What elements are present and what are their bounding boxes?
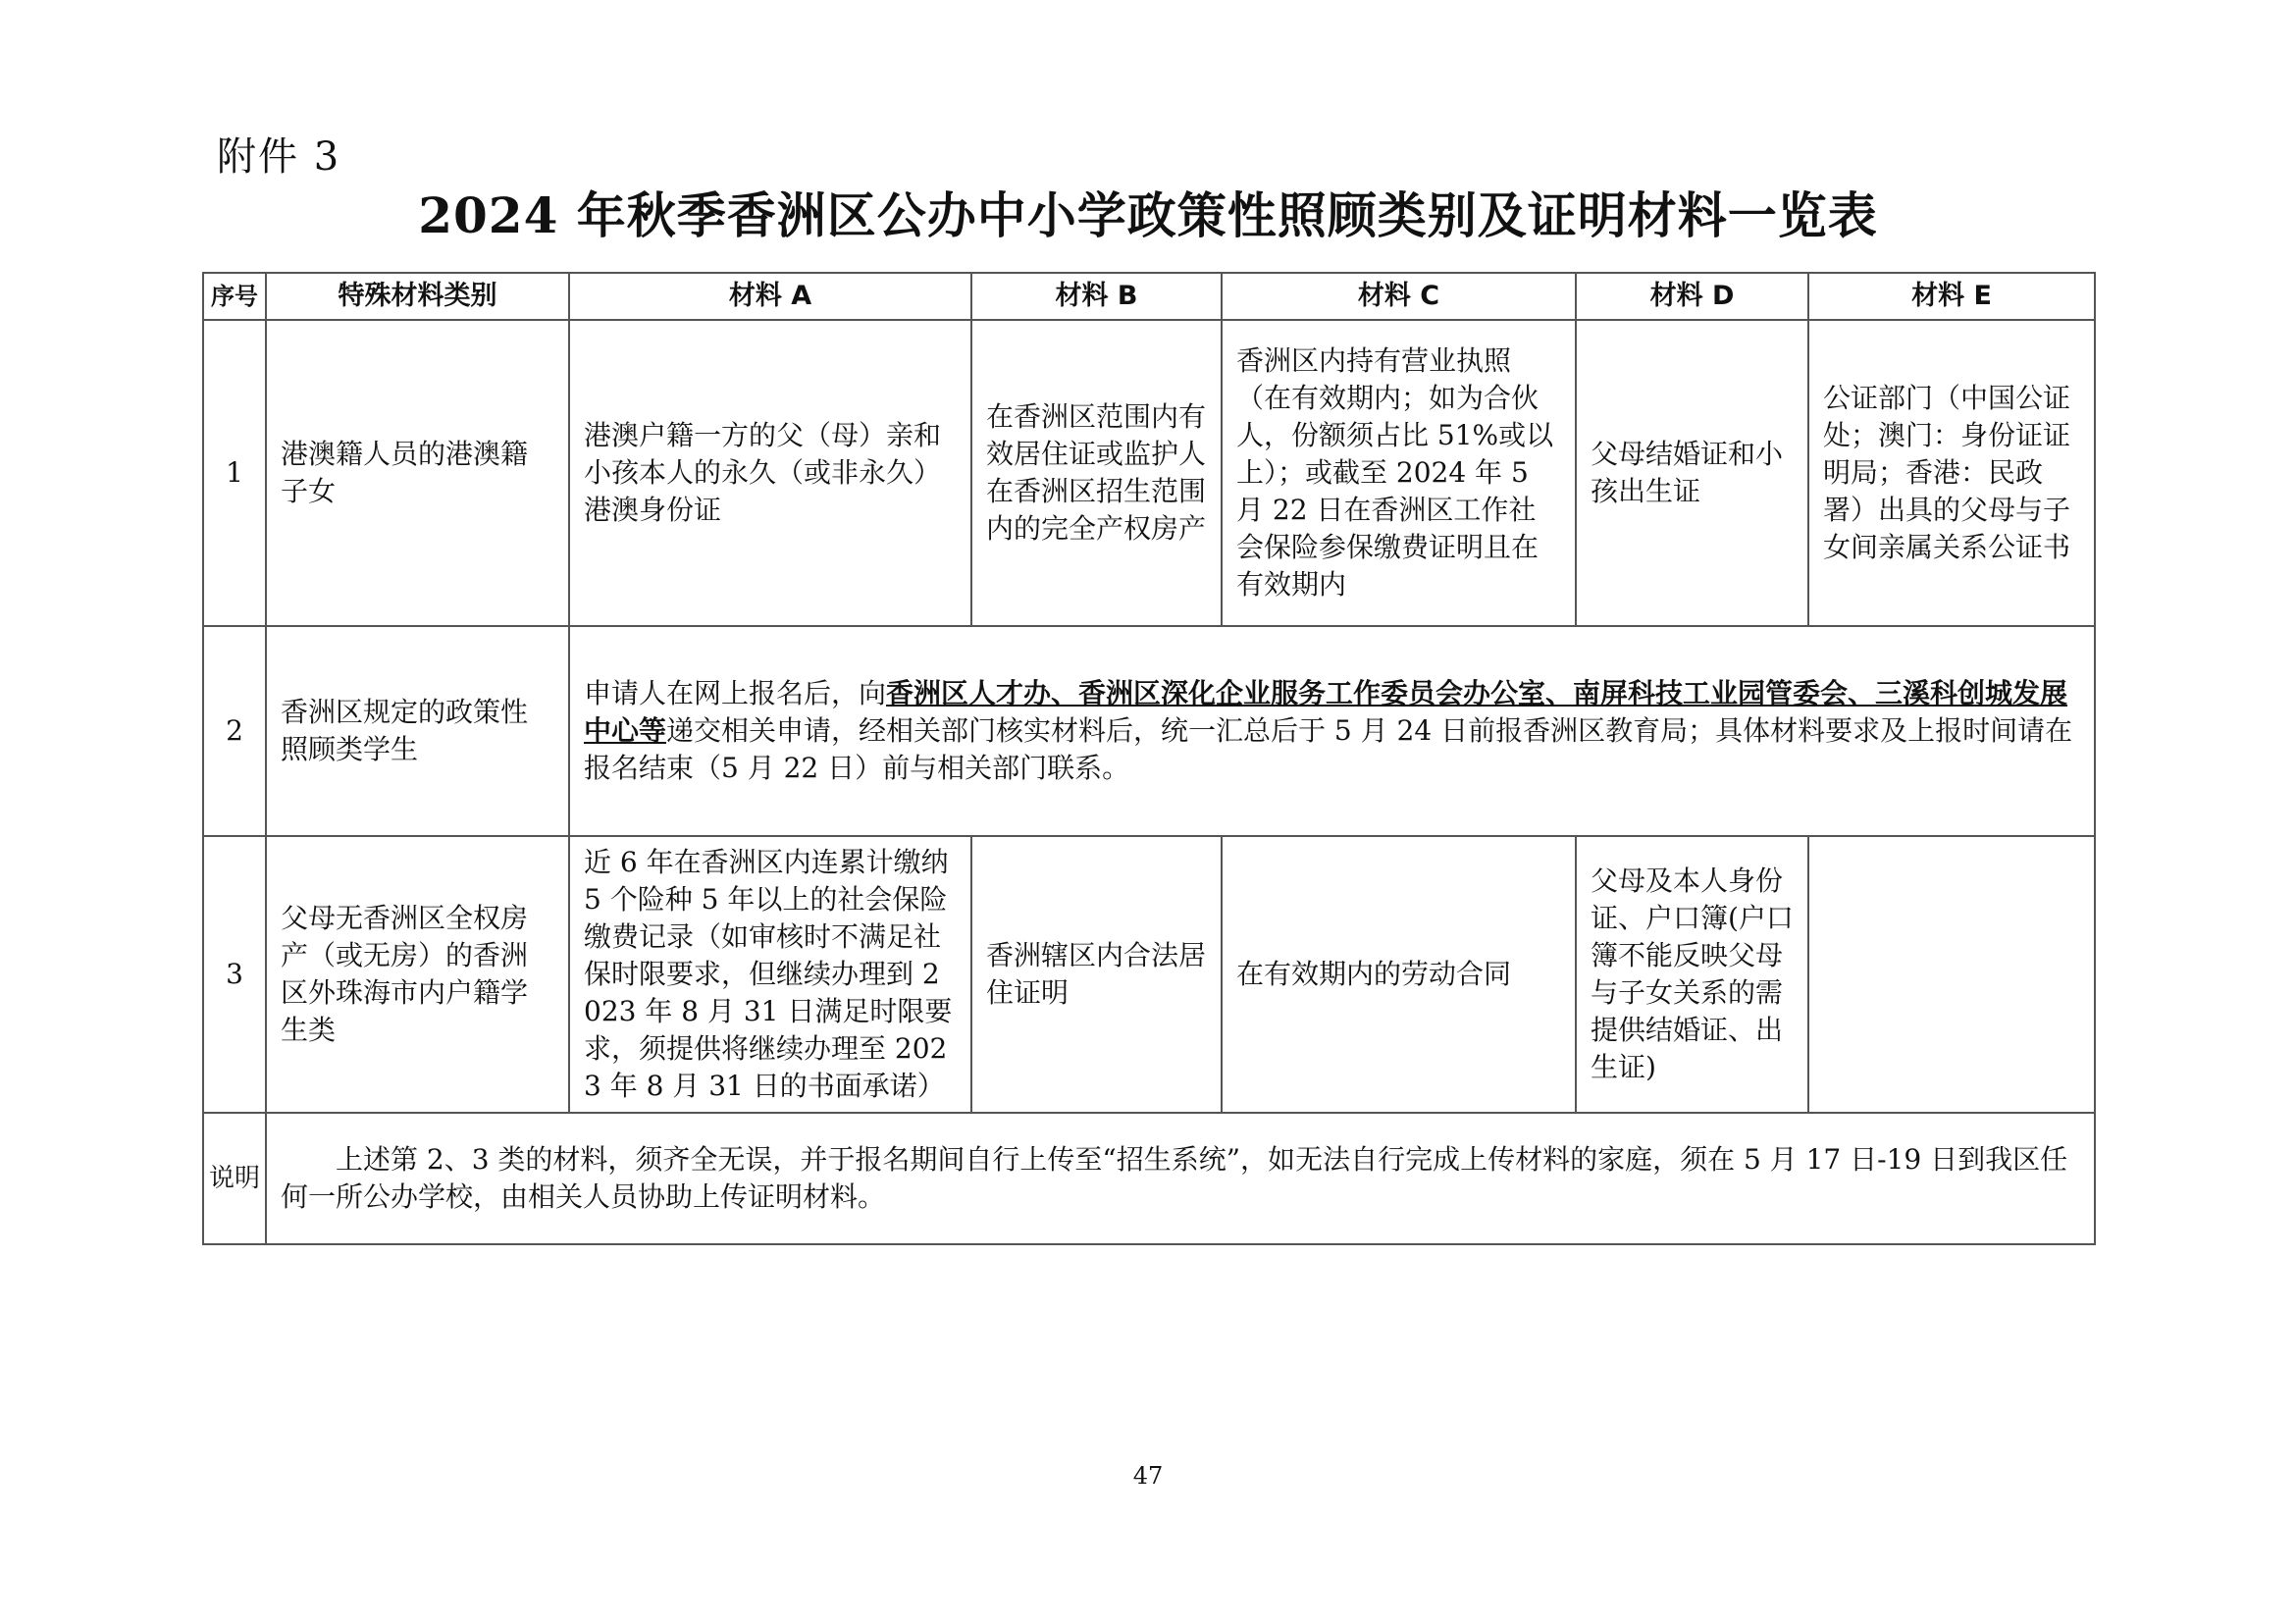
material-c-cell: 在有效期内的劳动合同 (1222, 836, 1576, 1113)
material-a-cell: 港澳户籍一方的父（母）亲和小孩本人的永久（或非永久）港澳身份证 (569, 320, 971, 626)
material-c-cell: 香洲区内持有营业执照（在有效期内；如为合伙人，份额须占比 51%或以上）；或截至 2024 年 5 月 22 日在香洲区工作社会保险参保缴费证明且在有效期内 (1222, 320, 1576, 626)
material-b-cell: 在香洲区范围内有效居住证或监护人在香洲区招生范围内的完全产权房产 (971, 320, 1222, 626)
header-material-b: 材料 B (971, 273, 1222, 320)
row-number: 1 (203, 320, 266, 626)
attachment-label: 附件 3 (217, 134, 341, 180)
note-label: 说明 (203, 1113, 266, 1244)
header-material-c: 材料 C (1222, 273, 1576, 320)
document-title: 2024 年秋季香洲区公办中小学政策性照顾类别及证明材料一览表 (418, 186, 1878, 244)
row-number: 3 (203, 836, 266, 1113)
category-cell: 港澳籍人员的港澳籍子女 (266, 320, 569, 626)
row-number: 2 (203, 626, 266, 836)
instruction-text-after: 递交相关申请，经相关部门核实材料后，统一汇总后于 5 月 24 日前报香洲区教育局；具体材料要求及上报时间请在报名结束（5 月 22 日）前与相关部门联系。 (584, 714, 2073, 784)
merged-materials-cell (569, 626, 2095, 836)
material-a-cell: 近 6 年在香洲区内连累计缴纳 5 个险种 5 年以上的社会保险缴费记录（如审核时不满足社保时限要求，但继续办理到 2023 年 8 月 31 日满足时限要求，须提供将继续办理至 2023 年 8 月 31 日的书面承诺） (569, 836, 971, 1113)
category-cell: 父母无香洲区全权房产（或无房）的香洲区外珠海市内户籍学生类 (266, 836, 569, 1113)
departments-highlight: 香洲区人才办、香洲区深化企业服务工作委员会办公室、南屏科技工业园管委会、三溪科创城发展中心等 (584, 677, 2068, 747)
note-text: 上述第 2、3 类的材料，须齐全无误，并于报名期间自行上传至“招生系统”，如无法自行完成上传材料的家庭，须在 5 月 17 日-19 日到我区任何一所公办学校，由相关人员协助上传证明材料。 (266, 1113, 2095, 1244)
table-row (203, 320, 2095, 626)
material-d-cell: 父母及本人身份证、户口簿(户口簿不能反映父母与子女关系的需提供结婚证、出生证) (1576, 836, 1808, 1113)
note-row (203, 1113, 2095, 1244)
category-cell: 香洲区规定的政策性照顾类学生 (266, 626, 569, 836)
instruction-text-before: 申请人在网上报名后，向 (584, 677, 887, 709)
header-material-e: 材料 E (1808, 273, 2095, 320)
table-row (203, 626, 2095, 836)
policy-materials-table (202, 272, 2096, 1245)
header-material-a: 材料 A (569, 273, 971, 320)
page-number: 47 (1132, 1462, 1164, 1490)
header-num: 序号 (203, 273, 266, 320)
table-row (203, 836, 2095, 1113)
material-e-cell (1808, 836, 2095, 1113)
material-b-cell: 香洲辖区内合法居住证明 (971, 836, 1222, 1113)
material-d-cell: 父母结婚证和小孩出生证 (1576, 320, 1808, 626)
header-category: 特殊材料类别 (266, 273, 569, 320)
material-e-cell: 公证部门（中国公证处；澳门：身份证证明局；香港：民政署）出具的父母与子女间亲属关系公证书 (1808, 320, 2095, 626)
header-material-d: 材料 D (1576, 273, 1808, 320)
table-header-row (203, 273, 2095, 320)
